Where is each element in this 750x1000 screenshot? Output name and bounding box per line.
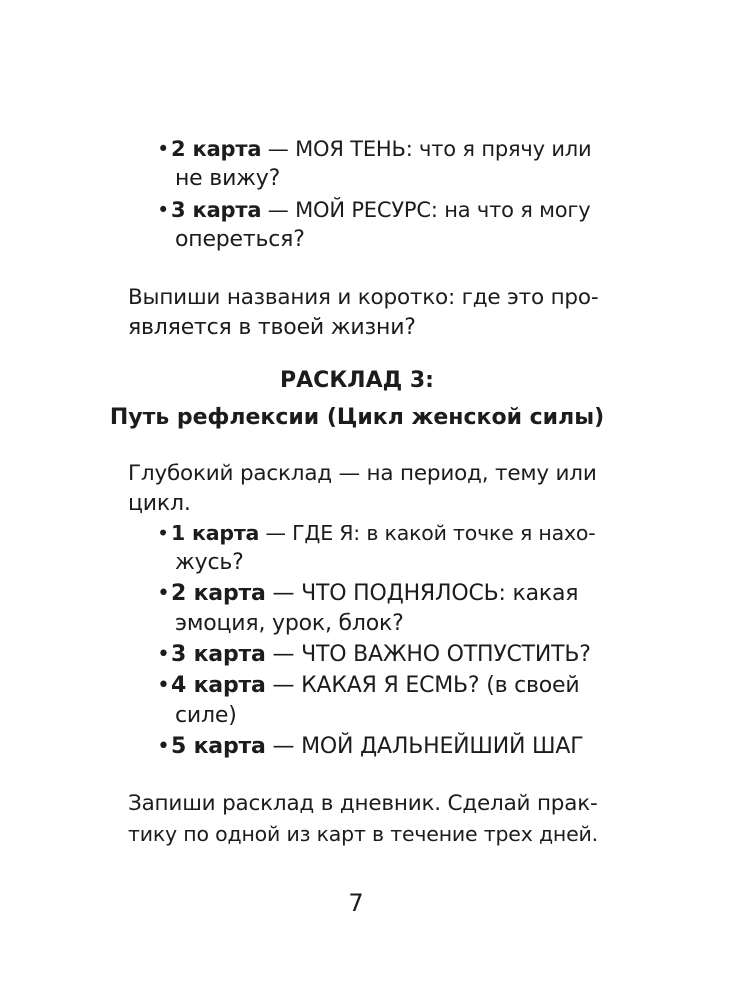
dash: —: [265, 673, 302, 698]
dash: —: [265, 581, 302, 606]
card-label: 4 карта: [171, 673, 266, 698]
dash: —: [259, 521, 293, 545]
card-description: ГДЕ Я: в какой точке я нахо-: [292, 521, 596, 545]
list-item: [157, 134, 591, 164]
paragraph-line: Глубокий расклад — на период, тему или: [128, 461, 597, 486]
card-description: КАКАЯ Я ЕСМЬ? (в своей: [301, 673, 580, 698]
bullet: •: [157, 734, 170, 759]
card-description: ЧТО ВАЖНО ОТПУСТИТЬ?: [301, 642, 591, 667]
list-item: [157, 518, 595, 548]
card-label: 2 карта: [171, 581, 266, 606]
card-description: МОЯ ТЕНЬ: что я прячу или: [295, 137, 592, 161]
paragraph-line: тику по одной из карт в течение трех дней.: [128, 822, 598, 846]
bullet: •: [157, 673, 170, 698]
card-description: МОЙ РЕСУРС: на что я могу: [295, 198, 591, 222]
card-description: ЧТО ПОДНЯЛОСЬ: какая: [301, 581, 579, 606]
card-label: 5 карта: [171, 734, 266, 759]
card-label: 2 карта: [171, 137, 262, 161]
paragraph-line: цикл.: [128, 491, 191, 516]
paragraph-line: является в твоей жизни?: [128, 315, 416, 340]
list-item-continuation: не вижу?: [175, 166, 281, 191]
list-item-continuation: эмоция, урок, блок?: [175, 611, 404, 636]
list-item: [157, 732, 583, 762]
list-item-continuation: жусь?: [175, 550, 244, 575]
page-number: 7: [348, 889, 364, 917]
bullet: •: [157, 137, 170, 161]
dash: —: [265, 734, 302, 759]
list-item: [157, 640, 591, 670]
card-label: 3 карта: [171, 642, 266, 667]
dash: —: [261, 198, 296, 222]
paragraph-line: Запиши расклад в дневник. Сделай прак-: [128, 791, 598, 816]
card-description: МОЙ ДАЛЬНЕЙШИЙ ШАГ: [301, 734, 584, 759]
bullet: •: [157, 581, 170, 606]
list-item: [157, 195, 591, 225]
dash: —: [261, 137, 296, 161]
bullet: •: [157, 521, 169, 545]
bullet: •: [157, 642, 170, 667]
list-item-continuation: опереться?: [175, 227, 305, 252]
card-label: 3 карта: [171, 198, 262, 222]
list-item: [157, 671, 580, 701]
list-item-continuation: силе): [175, 703, 237, 728]
card-label: 1 карта: [171, 521, 260, 545]
dash: —: [265, 642, 302, 667]
section-title: РАСКЛАД 3:: [280, 368, 434, 393]
section-subtitle: Путь рефлексии (Цикл женской силы): [109, 405, 605, 430]
list-item: [157, 579, 578, 609]
bullet: •: [157, 198, 170, 222]
paragraph-line: Выпиши названия и коротко: где это про-: [128, 285, 599, 310]
